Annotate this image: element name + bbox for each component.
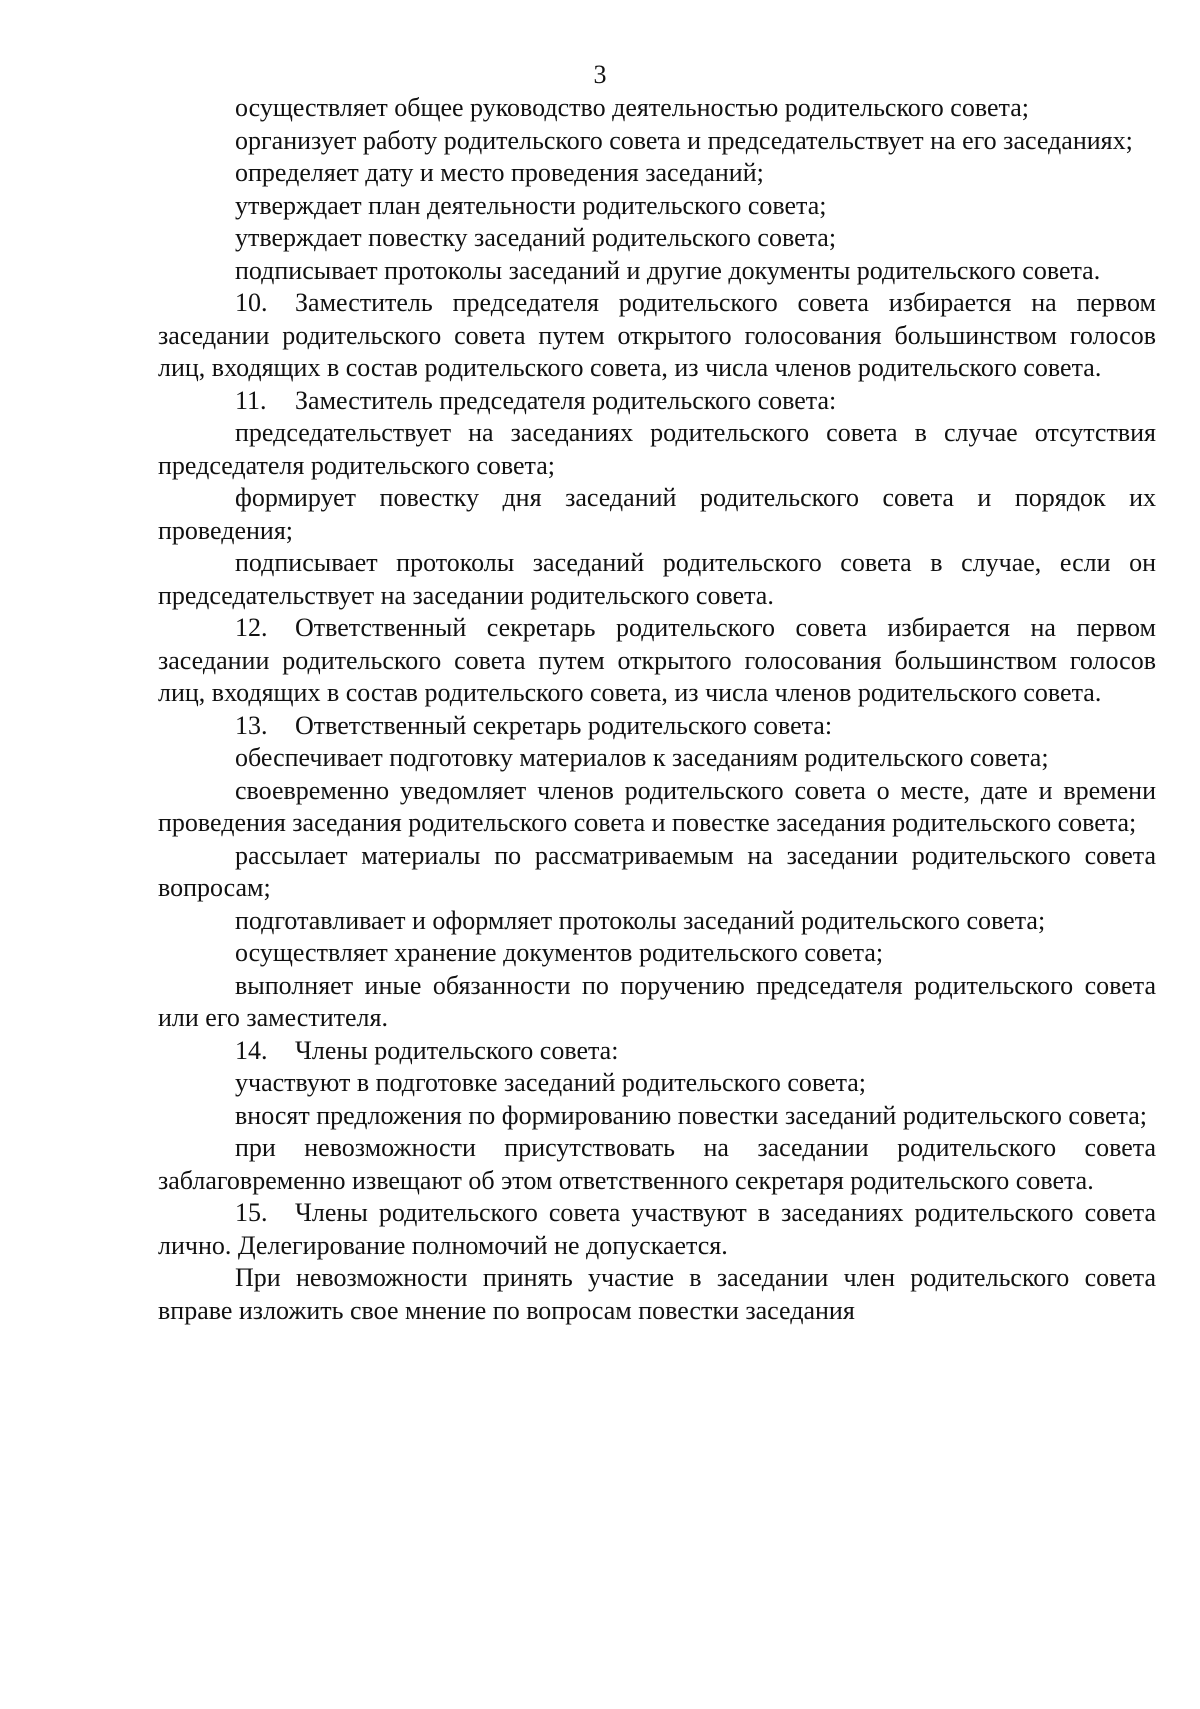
paragraph (158, 417, 1156, 482)
numbered-paragraph (158, 287, 1156, 385)
paragraph-number: 12. (235, 613, 268, 642)
paragraph (158, 970, 1156, 1035)
paragraph (158, 190, 1156, 223)
paragraph-text: выполняет иные обязанности по поручению председателя родительского совета или его заместителя. (158, 970, 1156, 1032)
paragraph-number: 14. (235, 1035, 268, 1065)
paragraph-text: осуществляет хранение документов родительского совета; (235, 938, 884, 967)
paragraph-text: организует работу родительского совета и председательствует на его заседаниях; (235, 125, 1133, 155)
numbered-paragraph (158, 1035, 1156, 1068)
paragraph-text: формирует повестку дня заседаний родительского совета и порядок их проведения; (158, 483, 1156, 545)
paragraph (158, 1262, 1156, 1327)
paragraph-text: участвуют в подготовке заседаний родительского совета; (235, 1068, 867, 1097)
paragraph-text: При невозможности принять участие в заседании член родительского совета вправе изложить свое мнение по вопросам повестки заседания (158, 1263, 1156, 1325)
numbered-paragraph (158, 612, 1156, 710)
paragraph-text: утверждает план деятельности родительского совета; (235, 190, 827, 220)
paragraph-text: определяет дату и место проведения заседаний; (235, 158, 764, 187)
document-body (158, 92, 1156, 1327)
paragraph-number: 10. (235, 288, 268, 317)
paragraph-text: Заместитель председателя родительского совета: (295, 385, 837, 415)
paragraph-number: 15. (235, 1198, 268, 1227)
paragraph (158, 125, 1156, 158)
paragraph-text: подписывает протоколы заседаний родительского совета в случае, если он председательствует на заседании родительского совета. (158, 548, 1156, 610)
paragraph-text: своевременно уведомляет членов родительского совета о месте, дате и времени проведения заседания родительского совета и повестке заседания родительского совета; (158, 775, 1156, 837)
paragraph (158, 1100, 1156, 1133)
paragraph (158, 547, 1156, 612)
paragraph (158, 775, 1156, 840)
paragraph (158, 482, 1156, 547)
paragraph-text: Члены родительского совета: (295, 1035, 619, 1065)
numbered-paragraph (158, 1197, 1156, 1262)
numbered-paragraph (158, 385, 1156, 418)
numbered-paragraph (158, 710, 1156, 743)
paragraph-text: Ответственный секретарь родительского совета: (295, 710, 833, 740)
paragraph-text: Заместитель председателя родительского совета избирается на первом заседании родительского совета путем открытого голосования большинством голосов лиц, входящих в состав родительского совета, из числа членов родительского совета. (158, 288, 1156, 382)
paragraph (158, 937, 1156, 970)
paragraph (158, 1067, 1156, 1100)
paragraph-text: утверждает повестку заседаний родительского совета; (235, 223, 837, 252)
paragraph-text: председательствует на заседаниях родительского совета в случае отсутствия председателя родительского совета; (158, 418, 1156, 480)
paragraph (158, 742, 1156, 775)
paragraph-text: вносят предложения по формированию повестки заседаний родительского совета; (235, 1100, 1147, 1130)
paragraph (158, 840, 1156, 905)
paragraph (158, 1132, 1156, 1197)
paragraph-text: Ответственный секретарь родительского совета избирается на первом заседании родительского совета путем открытого голосования большинством голосов лиц, входящих в состав родительского совета, из числа членов родительского совета. (158, 613, 1156, 707)
paragraph (158, 222, 1156, 255)
paragraph (158, 157, 1156, 190)
paragraph-text: Члены родительского совета участвуют в заседаниях родительского совета лично. Делегирование полномочий не допускается. (158, 1198, 1156, 1260)
page-number: 3 (593, 60, 607, 89)
paragraph-text: подписывает протоколы заседаний и другие документы родительского совета. (235, 255, 1101, 285)
paragraph-text: обеспечивает подготовку материалов к заседаниям родительского совета; (235, 743, 1049, 772)
paragraph (158, 905, 1156, 938)
paragraph-text: рассылает материалы по рассматриваемым на заседании родительского совета вопросам; (158, 840, 1156, 902)
paragraph (158, 255, 1156, 288)
paragraph-number: 11. (235, 385, 267, 415)
paragraph-number: 13. (235, 710, 268, 740)
paragraph (158, 92, 1156, 125)
paragraph-text: при невозможности присутствовать на заседании родительского совета заблаговременно извещают об этом ответственного секретаря родительского совета. (158, 1133, 1156, 1195)
paragraph-text: подготавливает и оформляет протоколы заседаний родительского совета; (235, 905, 1046, 935)
paragraph-text: осуществляет общее руководство деятельностью родительского совета; (235, 93, 1029, 122)
